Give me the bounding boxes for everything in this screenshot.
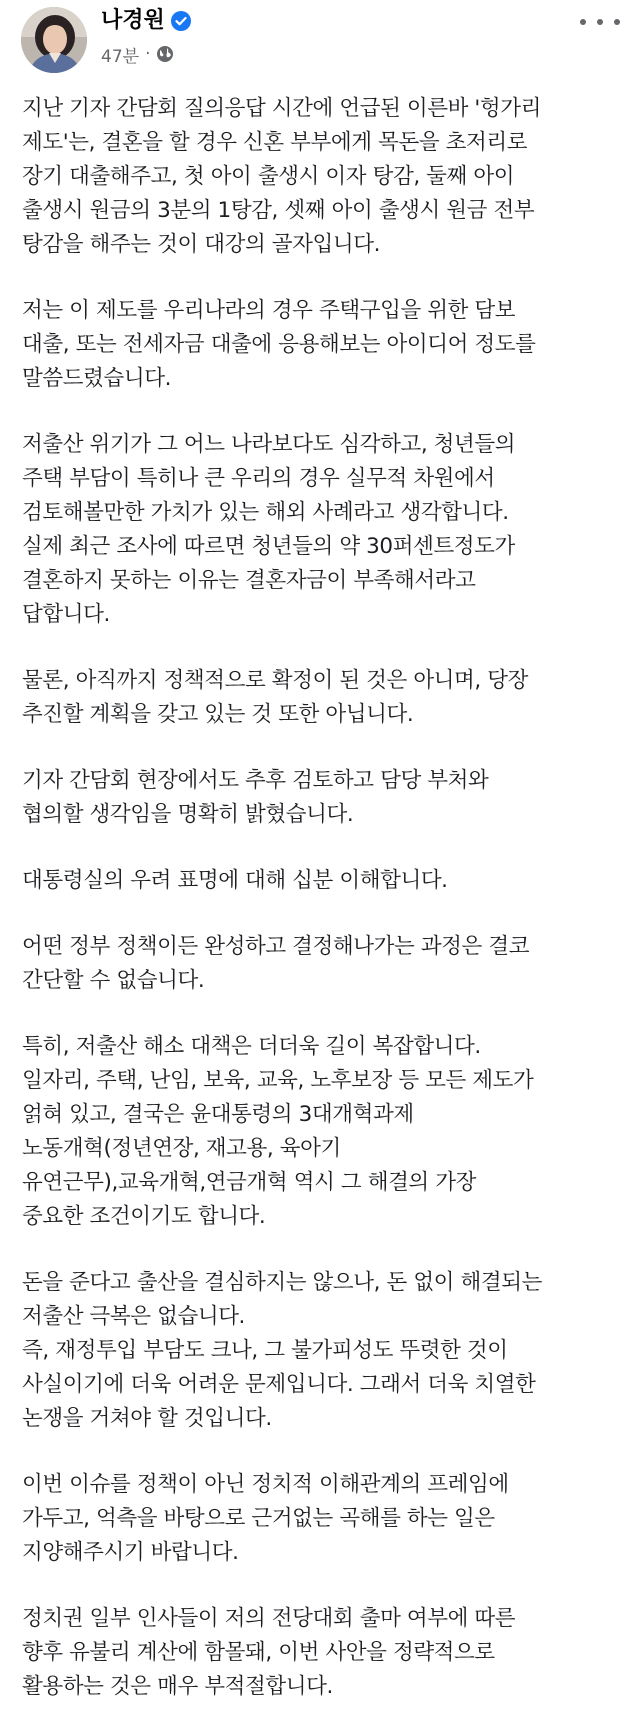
text-line: 이번 이슈를 정책이 아닌 정치적 이해관계의 프레임에 [22,1472,509,1497]
paragraph [22,1468,628,1570]
text-line: 주택 부담이 특히나 큰 우리의 경우 실무적 차원에서 [22,466,495,491]
text-line: 향후 유불리 계산에 함몰돼, 이번 사안을 정략적으로 [22,1640,495,1665]
text-line: 얽혀 있고, 결국은 윤대통령의 3대개혁과제 [22,1102,414,1127]
profile-photo [21,7,87,73]
paragraph [22,664,628,732]
post-body [22,92,628,1736]
meta-separator: · [145,44,151,64]
text-line: 정치권 일부 인사들이 저의 전당대회 출마 여부에 따른 [22,1606,516,1631]
text-line: 저는 이 제도를 우리나라의 경우 주택구입을 위한 담보 [22,298,516,323]
paragraph [22,294,628,396]
more-options-icon[interactable] [580,10,620,34]
text-line: 간단할 수 없습니다. [22,968,205,993]
post-timestamp[interactable]: 47분 [101,46,140,67]
post-header [0,0,640,84]
text-line: 출생시 원금의 3분의 1탕감, 셋째 아이 출생시 원금 전부 [22,198,535,223]
text-line: 유연근무),교육개혁,연금개혁 역시 그 해결의 가장 [22,1170,476,1195]
paragraph [22,92,628,262]
text-line: 저출산 극복은 없습니다. [22,1304,245,1329]
text-line: 탕감을 해주는 것이 대강의 골자입니다. [22,232,381,257]
text-line: 가두고, 억측을 바탕으로 근거없는 곡해를 하는 일은 [22,1506,495,1531]
text-line: 답합니다. [22,602,110,627]
text-line: 물론, 아직까지 정책적으로 확정이 된 것은 아니며, 당장 [22,668,529,693]
verified-badge-icon [171,11,191,31]
globe-icon[interactable] [156,45,174,63]
text-line: 즉, 재정투입 부담도 크나, 그 불가피성도 뚜렷한 것이 [22,1338,508,1363]
post-meta [101,42,174,66]
paragraph [22,1030,628,1234]
text-line: 대통령실의 우려 표명에 대해 십분 이해합니다. [22,868,448,893]
text-line: 말씀드렸습니다. [22,366,172,391]
paragraph [22,1602,628,1704]
text-line: 지양해주시기 바랍니다. [22,1540,239,1565]
text-line: 일자리, 주택, 난임, 보육, 교육, 노후보장 등 모든 제도가 [22,1068,534,1093]
text-line: 대출, 또는 전세자금 대출에 응용해보는 아이디어 정도를 [22,332,536,357]
text-line: 돈을 준다고 출산을 결심하지는 않으나, 돈 없이 해결되는 [22,1270,542,1295]
text-line: 어떤 정부 정책이든 완성하고 결정해나가는 과정은 결코 [22,934,530,959]
text-line: 협의할 생각임을 명확히 밝혔습니다. [22,802,354,827]
text-line: 중요한 조건이기도 합니다. [22,1204,266,1229]
text-line: 특히, 저출산 해소 대책은 더더욱 길이 복잡합니다. [22,1034,481,1059]
text-line: 실제 최근 조사에 따르면 청년들의 약 30퍼센트정도가 [22,534,515,559]
text-line: 제도'는, 결혼을 할 경우 신혼 부부에게 목돈을 초저리로 [22,130,528,155]
paragraph [22,428,628,632]
text-line: 장기 대출해주고, 첫 아이 출생시 이자 탕감, 둘째 아이 [22,164,515,189]
paragraph [22,764,628,832]
paragraph [22,1266,628,1436]
text-line: 논쟁을 거쳐야 할 것입니다. [22,1406,272,1431]
author-row [101,6,191,36]
text-line: 검토해볼만한 가치가 있는 해외 사례라고 생각합니다. [22,500,509,525]
text-line: 사실이기에 더욱 어려운 문제입니다. 그래서 더욱 치열한 [22,1372,536,1397]
text-line: 결혼하지 못하는 이유는 결혼자금이 부족해서라고 [22,568,476,593]
text-line: 지난 기자 간담회 질의응답 시간에 언급된 이른바 '헝가리 [22,96,542,121]
text-line: 기자 간담회 현장에서도 추후 검토하고 담당 부처와 [22,768,489,793]
text-line: 저출산 위기가 그 어느 나라보다도 심각하고, 청년들의 [22,432,516,457]
text-line: 노동개혁(정년연장, 재고용, 육아기 [22,1136,341,1161]
text-line: 활용하는 것은 매우 부적절합니다. [22,1674,333,1699]
paragraph [22,864,628,898]
text-line: 추진할 계획을 갖고 있는 것 또한 아닙니다. [22,702,414,727]
author-name[interactable]: 나경원 [101,8,165,33]
paragraph [22,930,628,998]
avatar[interactable] [21,7,87,73]
